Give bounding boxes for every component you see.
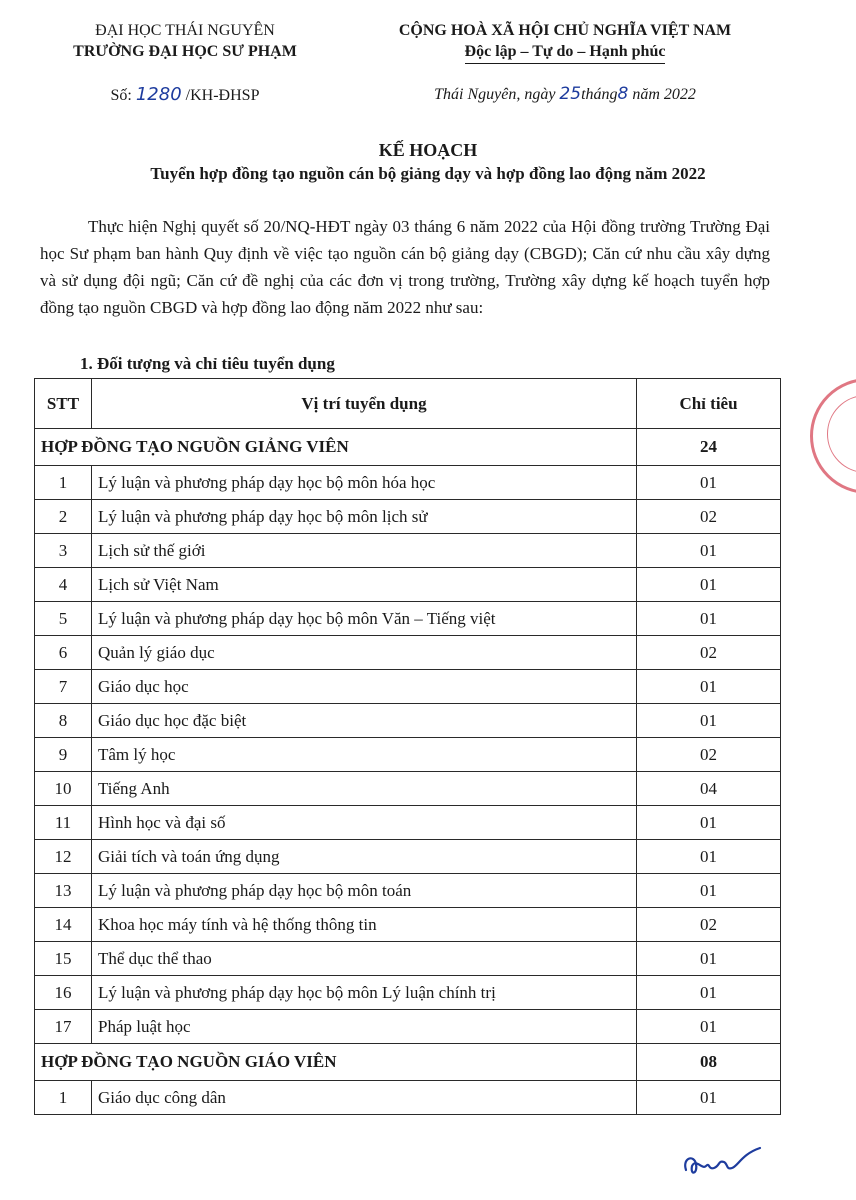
table-row (35, 908, 781, 942)
table-row (35, 976, 781, 1010)
group-quota: 24 (637, 429, 781, 466)
row-stt: 1 (35, 466, 92, 500)
doc-number-suffix: /KH-ĐHSP (185, 87, 260, 104)
row-stt: 5 (35, 602, 92, 636)
row-stt: 13 (35, 874, 92, 908)
place-and-date (330, 84, 800, 104)
section-heading: 1. Đối tượng và chỉ tiêu tuyển dụng (80, 354, 335, 373)
table-row (35, 806, 781, 840)
header-stt: STT (35, 379, 92, 429)
signature-icon (680, 1140, 770, 1185)
country-name: CỘNG HOÀ XÃ HỘI CHỦ NGHĨA VIỆT NAM (398, 22, 732, 39)
row-position: Giáo dục công dân (92, 1081, 637, 1115)
table-row (35, 466, 781, 500)
table-row (35, 738, 781, 772)
document-title: KẾ HOẠCH (378, 140, 478, 160)
row-quota: 01 (637, 806, 781, 840)
row-quota: 01 (637, 976, 781, 1010)
row-position: Tâm lý học (92, 738, 637, 772)
row-position: Lý luận và phương pháp dạy học bộ môn lịch sử (92, 500, 637, 534)
row-position: Lý luận và phương pháp dạy học bộ môn Văn – Tiếng việt (92, 602, 637, 636)
issuer-parent-org: ĐẠI HỌC THÁI NGUYÊN (95, 22, 275, 39)
row-stt: 6 (35, 636, 92, 670)
table-row (35, 772, 781, 806)
doc-number-prefix: Số: (110, 87, 132, 104)
row-position: Lý luận và phương pháp dạy học bộ môn Lý luận chính trị (92, 976, 637, 1010)
row-quota: 04 (637, 772, 781, 806)
row-stt: 7 (35, 670, 92, 704)
row-stt: 11 (35, 806, 92, 840)
issuer-org-name: TRƯỜNG ĐẠI HỌC SƯ PHẠM (73, 43, 297, 60)
row-stt: 12 (35, 840, 92, 874)
row-position: Lịch sử Việt Nam (92, 568, 637, 602)
place-label: Thái Nguyên, ngày (434, 86, 556, 103)
table-row (35, 670, 781, 704)
table-row (35, 534, 781, 568)
issuer-block (40, 20, 330, 62)
group-quota: 08 (637, 1044, 781, 1081)
document-title-block (0, 138, 856, 185)
row-position: Tiếng Anh (92, 772, 637, 806)
group-row-lecturers (35, 429, 781, 466)
table-row (35, 1010, 781, 1044)
row-quota: 01 (637, 1010, 781, 1044)
row-position: Giải tích và toán ứng dụng (92, 840, 637, 874)
document-number (40, 84, 330, 105)
row-stt: 8 (35, 704, 92, 738)
table-row (35, 840, 781, 874)
row-quota: 02 (637, 500, 781, 534)
year-label: năm 2022 (632, 86, 696, 103)
table-row (35, 704, 781, 738)
date-month-handwritten: 8 (617, 84, 629, 104)
row-position: Khoa học máy tính và hệ thống thông tin (92, 908, 637, 942)
header-quota: Chỉ tiêu (637, 379, 781, 429)
row-position: Lịch sử thế giới (92, 534, 637, 568)
row-stt: 10 (35, 772, 92, 806)
row-quota: 01 (637, 874, 781, 908)
table-row (35, 636, 781, 670)
row-position: Thể dục thể thao (92, 942, 637, 976)
seal-inner-ring (827, 395, 856, 473)
row-quota: 02 (637, 738, 781, 772)
month-label: tháng (581, 86, 618, 103)
row-stt: 9 (35, 738, 92, 772)
date-day-handwritten: 25 (559, 84, 582, 104)
row-quota: 01 (637, 534, 781, 568)
row-position: Giáo dục học đặc biệt (92, 704, 637, 738)
row-quota: 02 (637, 636, 781, 670)
row-stt: 14 (35, 908, 92, 942)
row-position: Lý luận và phương pháp dạy học bộ môn toán (92, 874, 637, 908)
group-label: HỢP ĐỒNG TẠO NGUỒN GIẢNG VIÊN (35, 429, 637, 466)
header-position: Vị trí tuyển dụng (92, 379, 637, 429)
row-stt: 16 (35, 976, 92, 1010)
row-stt: 3 (35, 534, 92, 568)
recruitment-table (34, 378, 781, 1115)
red-seal-stamp (810, 378, 856, 494)
row-position: Lý luận và phương pháp dạy học bộ môn hóa học (92, 466, 637, 500)
row-quota: 01 (637, 942, 781, 976)
group-row-teachers (35, 1044, 781, 1081)
table-row (35, 942, 781, 976)
row-position: Pháp luật học (92, 1010, 637, 1044)
row-quota: 01 (637, 704, 781, 738)
table-row (35, 602, 781, 636)
row-quota: 01 (637, 840, 781, 874)
row-stt: 4 (35, 568, 92, 602)
group-label: HỢP ĐỒNG TẠO NGUỒN GIÁO VIÊN (35, 1044, 637, 1081)
row-quota: 01 (637, 1081, 781, 1115)
row-position: Quản lý giáo dục (92, 636, 637, 670)
national-motto: Độc lập – Tự do – Hạnh phúc (465, 41, 666, 64)
document-subtitle: Tuyển hợp đồng tạo nguồn cán bộ giảng dạy và hợp đồng lao động năm 2022 (150, 164, 706, 183)
intro-paragraph: Thực hiện Nghị quyết số 20/NQ-HĐT ngày 03 tháng 6 năm 2022 của Hội đồng trường Trường Đại học Sư phạm ban hành Quy định về việc tạo nguồn cán bộ giảng dạy (CBGD); Căn cứ nhu cầu xây dựng và sử dụng đội ngũ; Căn cứ đề nghị của các đơn vị trong trường, Trường xây dựng kế hoạch tuyển hợp đồng tạo nguồn CBGD và hợp đồng lao động năm 2022 như sau: (40, 217, 770, 317)
table-header-row (35, 379, 781, 429)
table-row (35, 1081, 781, 1115)
row-position: Hình học và đại số (92, 806, 637, 840)
row-quota: 01 (637, 602, 781, 636)
row-stt: 17 (35, 1010, 92, 1044)
row-stt: 2 (35, 500, 92, 534)
row-position: Giáo dục học (92, 670, 637, 704)
table-row (35, 568, 781, 602)
table-row (35, 874, 781, 908)
row-quota: 02 (637, 908, 781, 942)
row-quota: 01 (637, 568, 781, 602)
row-stt: 1 (35, 1081, 92, 1115)
row-quota: 01 (637, 670, 781, 704)
row-stt: 15 (35, 942, 92, 976)
national-header (330, 20, 800, 64)
row-quota: 01 (637, 466, 781, 500)
table-row (35, 500, 781, 534)
doc-number-handwritten: 1280 (135, 84, 182, 105)
